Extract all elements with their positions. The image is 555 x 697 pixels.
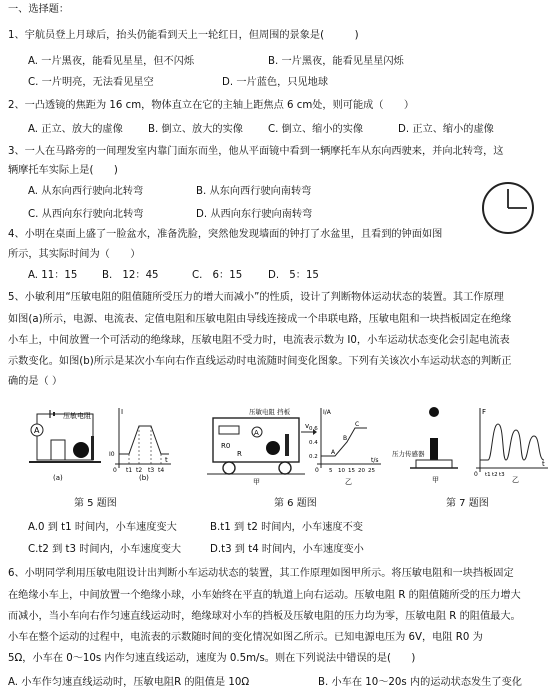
svg-text:t2: t2 xyxy=(136,467,143,474)
fig5-insulating-ball xyxy=(73,442,89,458)
q6-stem-line-3: 而减小，当小车向右作匀速直线运动时，绝缘球对小车的挡板及压敏电阻的压力均为零，压敏电阻 R 的阻值最大。 xyxy=(8,611,521,622)
svg-text:0: 0 xyxy=(474,471,478,478)
svg-text:A: A xyxy=(254,429,259,437)
svg-text:t1: t1 xyxy=(126,467,133,474)
q3-option-b: B. 从东向西行驶向南转弯 xyxy=(196,186,312,197)
section-title: 一、选择题： xyxy=(8,4,70,15)
q6-option-b: B. 小车在 10～20s 内的运动状态发生了变化 xyxy=(318,677,522,688)
svg-text:t/s: t/s xyxy=(371,457,379,464)
q6-stem-line-4: 小车在整个运动的过程中，电流表的示数随时间的变化情况如图乙所示。已知电源电压为 6V，电阻 R0 为 xyxy=(8,632,483,643)
svg-text:I: I xyxy=(121,408,124,416)
q6-stem-line-5: 5Ω，小车在 0～10s 内作匀速直线运动，速度为 0.5m/s。则在下列说法中错误的是( ) xyxy=(8,653,416,664)
svg-text:I/A: I/A xyxy=(323,409,331,416)
q4-option-a: A. 11：15 xyxy=(28,270,78,281)
q5-stem-line-3: 小车上，中间放置一个可活动的绝缘球，压敏电阻不受力时，电流表示数为 I0，小车运动状态变化会引起电流表 xyxy=(8,335,510,346)
q1-stem: 1、宇航员登上月球后，抬头仍能看到天上一轮红日，但周围的景象是( ) xyxy=(8,30,359,41)
svg-text:0: 0 xyxy=(315,467,319,474)
svg-text:乙: 乙 xyxy=(512,476,519,484)
q3-stem-line-2: 辆摩托车实际上是( ) xyxy=(8,165,118,176)
svg-text:(b): (b) xyxy=(139,474,149,482)
svg-text:10: 10 xyxy=(338,468,345,474)
svg-text:A: A xyxy=(331,449,336,456)
svg-text:0.2: 0.2 xyxy=(309,454,318,460)
svg-text:压敏电阻 挡板: 压敏电阻 挡板 xyxy=(249,408,291,416)
q1-option-c: C. 一片明亮，无法看见星空 xyxy=(28,77,154,88)
svg-text:t3: t3 xyxy=(499,472,505,478)
q2-option-a: A. 正立、放大的虚像 xyxy=(28,124,123,135)
q2-option-c: C. 倒立、缩小的实像 xyxy=(268,124,364,135)
fig5-pressure-resistor xyxy=(51,440,65,460)
q5-stem-line-2: 如图(a)所示，电源、电流表、定值电阻和压敏电阻由导线连接成一个串联电路，压敏电阻和一块挡板固定在绝缘 xyxy=(8,314,512,325)
q5-option-b: B.t1 到 t2 时间内，小车速度不变 xyxy=(210,522,363,533)
q1-option-a: A. 一片黑夜，能看见星星，但不闪烁 xyxy=(28,56,195,67)
svg-text:v: v xyxy=(305,422,310,430)
svg-text:A: A xyxy=(34,426,40,435)
svg-text:I0: I0 xyxy=(109,451,115,458)
q5-option-a: A.0 到 t1 时间内，小车速度变大 xyxy=(28,522,177,533)
q3-option-d: D. 从西向东行驶向南转弯 xyxy=(196,209,313,220)
q4-option-c: C. 6：15 xyxy=(192,270,243,281)
q2-option-d: D. 正立、缩小的虚像 xyxy=(398,124,494,135)
svg-text:乙: 乙 xyxy=(345,478,352,486)
svg-text:甲: 甲 xyxy=(432,476,439,484)
svg-text:(a): (a) xyxy=(53,474,63,482)
q4-option-d: D. 5：15 xyxy=(268,270,319,281)
fig7-ball xyxy=(429,407,439,417)
q6-stem-line-1: 6、小明同学利用压敏电阻设计出判断小车运动状态的装置，其工作原理如图甲所示。将压敏电阻和一块挡板固定 xyxy=(8,568,514,579)
svg-text:20: 20 xyxy=(358,468,365,474)
svg-text:25: 25 xyxy=(368,468,375,474)
figure-7 xyxy=(392,404,552,486)
q6-option-a: A. 小车作匀速直线运动时，压敏电阻R 的阻值是 10Ω xyxy=(8,677,250,688)
q2-option-b: B. 倒立、放大的实像 xyxy=(148,124,243,135)
svg-text:t2: t2 xyxy=(492,472,498,478)
svg-text:甲: 甲 xyxy=(253,478,260,486)
svg-text:0: 0 xyxy=(113,467,117,474)
svg-text:压敏电阻: 压敏电阻 xyxy=(63,412,91,420)
svg-text:0.6: 0.6 xyxy=(309,426,318,432)
q5-stem-line-4: 示数变化。如图(b)所示是某次小车向右作直线运动时电流随时间变化图象。下列有关该次小车运动状态的判断正 xyxy=(8,356,512,367)
svg-text:R: R xyxy=(237,450,242,458)
fig7-pressure-sensor xyxy=(416,460,452,468)
clock-figure xyxy=(480,180,536,236)
svg-text:压力传感器: 压力传感器 xyxy=(392,450,425,458)
q3-option-c: C. 从西向东行驶向北转弯 xyxy=(28,209,144,220)
q5-option-d: D.t3 到 t4 时间内，小车速度变小 xyxy=(210,544,364,555)
q4-stem-line-1: 4、小明在桌面上盛了一脸盆水，准备洗脸，突然他发现墙面的钟打了水盆里，且看到的钟面如图 xyxy=(8,229,443,240)
svg-text:t: t xyxy=(542,460,545,468)
q5-stem-line-5: 确的是（ ） xyxy=(8,376,63,387)
svg-text:t1: t1 xyxy=(485,472,491,478)
fig6-insulating-ball xyxy=(266,441,280,455)
q5-stem-line-1: 5、小敏利用“压敏电阻的阻值随所受压力的增大而减小”的性质，设计了判断物体运动状态的装置。其工作原理 xyxy=(8,292,504,303)
svg-text:F: F xyxy=(482,408,487,416)
figure-5 xyxy=(15,404,175,484)
q3-stem-line-1: 3、一人在马路旁的一间理发室内靠门面东而坐，他从平面镜中看到一辆摩托车从东向西驶来，并向北转弯，这 xyxy=(8,146,504,157)
svg-text:15: 15 xyxy=(348,468,355,474)
svg-text:t: t xyxy=(165,456,168,464)
q1-option-d: D. 一片蓝色，只见地球 xyxy=(222,77,329,88)
fig7-caption: 第 7 题图 xyxy=(446,498,489,509)
fig5-caption: 第 5 题图 xyxy=(74,498,117,509)
figure-6 xyxy=(205,404,385,486)
svg-text:5: 5 xyxy=(329,468,333,474)
fig6-caption: 第 6 题图 xyxy=(274,498,317,509)
q4-option-b: B. 12：45 xyxy=(102,270,159,281)
svg-text:C: C xyxy=(355,421,360,428)
fig6-r0-resistor xyxy=(219,426,239,434)
q4-stem-line-2: 所示，其实际时间为（ ） xyxy=(8,249,141,260)
q3-option-a: A. 从东向西行驶向北转弯 xyxy=(28,186,144,197)
q6-stem-line-2: 在绝缘小车上，中间放置一个绝缘小球，小车始终在平直的轨道上向右运动。压敏电阻 R 的阻值随所受的压力增大 xyxy=(8,590,521,601)
svg-text:0.4: 0.4 xyxy=(309,440,318,446)
q5-option-c: C.t2 到 t3 时间内，小车速度变大 xyxy=(28,544,182,555)
svg-text:t4: t4 xyxy=(158,467,165,474)
svg-text:R0: R0 xyxy=(221,442,231,450)
q2-stem: 2、一凸透镜的焦距为 16 cm，物体直立在它的主轴上距焦点 6 cm处，则可能成（ ） xyxy=(8,100,415,111)
svg-text:t3: t3 xyxy=(148,467,155,474)
svg-text:B: B xyxy=(343,435,348,442)
q1-option-b: B. 一片黑夜，能看见星星闪烁 xyxy=(268,56,404,67)
